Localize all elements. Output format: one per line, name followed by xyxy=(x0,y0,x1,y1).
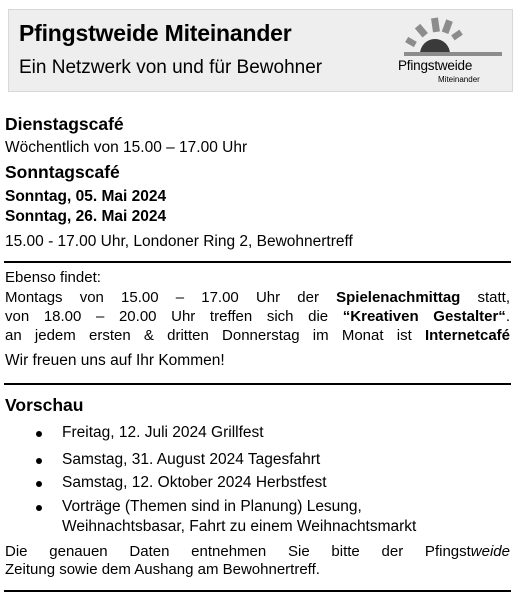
ebenso-line-2-text: von 18.00 – 20.00 Uhr treffen sich die xyxy=(5,308,343,325)
footer-line-2: Zeitung sowie dem Aushang am Bewohnertreff. xyxy=(5,561,320,578)
divider-3 xyxy=(4,590,511,592)
vorschau-heading: Vorschau xyxy=(5,395,84,415)
pfingstweide-logo xyxy=(394,16,506,88)
ebenso-line-3 xyxy=(5,326,510,345)
ebenso-line-1-text: Montags von 15.00 – 17.00 Uhr der xyxy=(5,289,337,306)
ebenso-intro: Ebenso findet: xyxy=(5,269,101,286)
vorschau-item-4: Vorträge (Themen sind in Planung) Lesung, xyxy=(62,498,362,515)
sonntag-details: 15.00 - 17.00 Uhr, Londoner Ring 2, Bewohnertreff xyxy=(5,233,353,250)
divider-2 xyxy=(4,383,511,385)
header-subtitle: Ein Netzwerk von und für Bewohner xyxy=(19,57,323,78)
closing-line: Wir freuen uns auf Ihr Kommen! xyxy=(5,352,225,369)
dienstag-time: Wöchentlich von 15.00 – 17.00 Uhr xyxy=(5,139,248,156)
sonntag-heading: Sonntagscafé xyxy=(5,162,120,182)
bullet-icon xyxy=(36,458,42,464)
divider-1 xyxy=(4,261,511,263)
sonntag-date-2: Sonntag, 26. Mai 2024 xyxy=(5,208,167,225)
bullet-icon xyxy=(36,431,42,437)
bullet-icon xyxy=(36,505,42,511)
internetcafe-label: Internetcafé xyxy=(424,327,510,344)
kreative-gestalter-label: “Kreativen Gestalter“ xyxy=(342,308,506,325)
header-title: Pfingstweide Miteinander xyxy=(19,20,292,46)
vorschau-item-4-continued: Weihnachtsbasar, Fahrt zu einem Weihnachtsmarkt xyxy=(62,518,417,535)
ebenso-line-2 xyxy=(5,307,510,326)
footer-line-1-text: Die genauen Daten entnehmen Sie bitte der Pfingst xyxy=(5,543,471,560)
ebenso-line-1-end: statt, xyxy=(460,289,510,306)
logo-wordmark: Pfingstweide xyxy=(398,58,473,73)
ebenso-line-1 xyxy=(5,288,510,307)
header-banner xyxy=(8,9,513,92)
sonntag-date-1: Sonntag, 05. Mai 2024 xyxy=(5,188,167,205)
vorschau-item-3: Samstag, 12. Oktober 2024 Herbstfest xyxy=(62,474,327,491)
logo-subtitle: Miteinander xyxy=(438,75,480,84)
ebenso-line-3-text: an jedem ersten & dritten Donnerstag im Monat ist xyxy=(5,327,425,344)
vorschau-item-1: Freitag, 12. Juli 2024 Grillfest xyxy=(62,424,264,441)
spielenachmittag-label: Spielenachmittag xyxy=(336,289,461,306)
vorschau-item-2: Samstag, 31. August 2024 Tagesfahrt xyxy=(62,451,321,468)
footer-line-1 xyxy=(5,542,510,561)
dienstag-heading: Dienstagscafé xyxy=(5,114,124,134)
sun-rays-icon xyxy=(394,16,506,60)
footer-weide-em: weide xyxy=(470,543,510,560)
ebenso-line-2-end: . xyxy=(505,308,510,325)
bullet-icon xyxy=(36,481,42,487)
